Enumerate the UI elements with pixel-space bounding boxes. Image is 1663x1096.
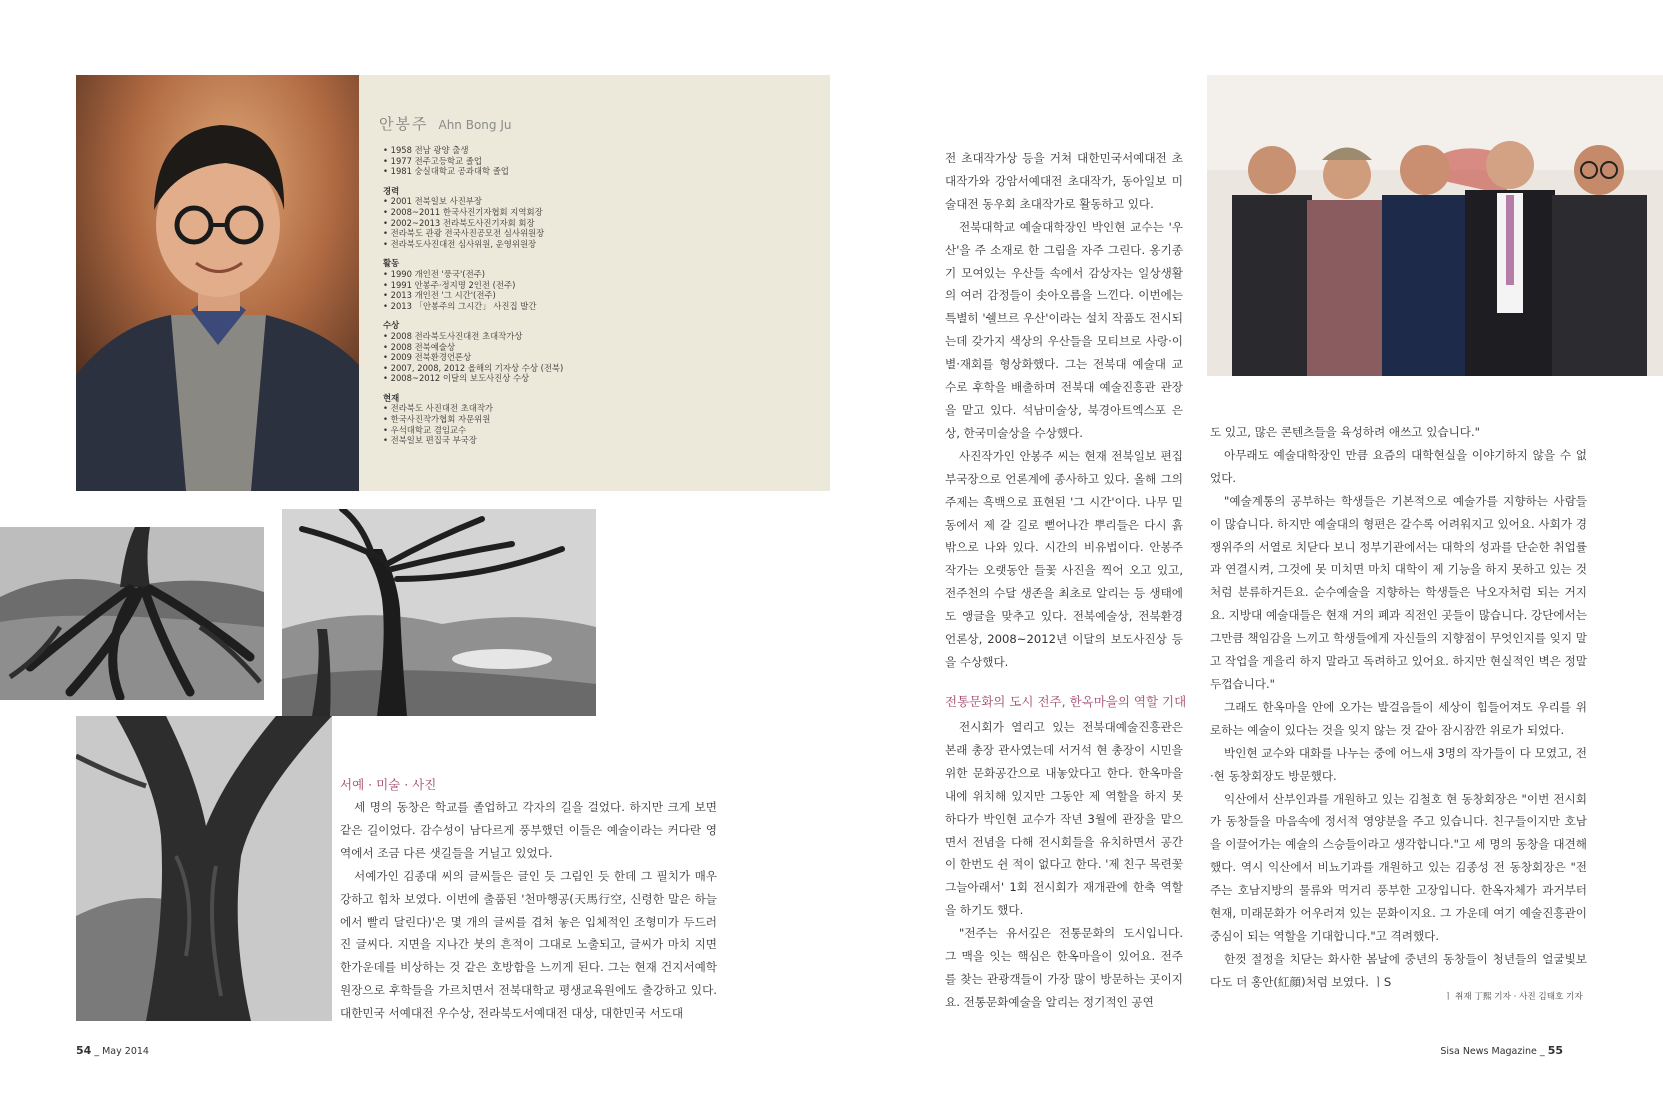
profile-item: • 2008~2012 이달의 보도사진상 수상 [383, 373, 813, 384]
page-number-right: 55 [1547, 1044, 1563, 1057]
tree-trunk-photo [76, 716, 332, 1021]
profile-item: • 2008 전북예술상 [383, 342, 813, 353]
group-photo-five-men [1207, 75, 1663, 376]
profile-item: • 전라북도 사진대전 초대작가 [383, 403, 813, 414]
article-paragraph: 한껏 절정을 치닫는 화사한 봄날에 중년의 동창들이 청년들의 얼굴빛보다도 더 홍안(紅顔)처럼 보였다. ㅣS [1210, 951, 1587, 989]
profile-intro-item: • 1981 숭실대학교 공과대학 졸업 [383, 166, 813, 177]
profile-item: • 1991 안봉주·정지명 2인전 (전주) [383, 280, 813, 291]
profile-section-title: 활동 [383, 258, 400, 269]
profile-item: • 전라북도사진대전 심사위원, 운영위원장 [383, 239, 813, 250]
article-paragraph: 그래도 한옥마을 안에 오가는 발걸음들이 세상이 힘들어져도 우리를 위로하는 예술이 있다는 것을 잊지 않는 것 같아 잠시잠깐 위로가 되었다. [1210, 699, 1587, 737]
article-paragraph: 사진작가인 안봉주 씨는 현재 전북일보 편집부국장으로 언론계에 종사하고 있다. 올해 그의 주제는 흑백으로 표현된 '그 시간'이다. 나무 밑동에서 제 갈 길로 뻗어나간 뿌리들은 다시 흙 밖으로 나와 있다. 시간의 비유법이다. 안봉주 작가는 오랫동안 들꽃 사진을 찍어 오고 있고, 전주천의 수달 생존을 최초로 알리는 등 생태에도 앵글을 맞추고 있다. 전북예술상, 전북환경 언론상, 2008~2012년 이달의 보도사진상 등을 수상했다. [945, 448, 1183, 669]
article-paragraph: 박인현 교수와 대화를 나누는 중에 어느새 3명의 작가들이 다 모였고, 전·현 동창회장도 방문했다. [1210, 745, 1587, 783]
article-column-left [340, 796, 717, 1025]
article-paragraph: 전 초대작가상 등을 거쳐 대한민국서예대전 초대작가와 강암서예대전 초대작가, 동아일보 미술대전 동우회 초대작가로 활동하고 있다. [945, 151, 1183, 211]
article-paragraph: 전시회가 열리고 있는 전북대예술진흥관은 본래 총장 관사였는데 서거석 현 총장이 시민을 위한 문화공간으로 내놓았다고 한다. 한옥마을 내에 위치해 있지만 그동안 제 역할을 하지 못하다가 박인현 교수가 작년 3월에 관장을 맡으면서 전념을 다해 전시회들을 유치하면서 공간이 한번도 쉰 적이 없다고 한다. '제 친구 목련꽃 그늘아래서' 1회 전시회가 재개관에 한축 역할을 하기도 했다. [945, 720, 1183, 918]
profile-item: • 2013 「안봉주의 그시간」 사진집 발간 [383, 301, 813, 312]
article-column-middle [945, 147, 1183, 674]
article-paragraph: 서예가인 김종대 씨의 글씨들은 글인 듯 그림인 듯 한데 그 필치가 매우 강하고 힘차 보였다. 이번에 출품된 '천마행공(天馬行空, 신령한 말은 하늘에서 빨리 달린다)'은 몇 개의 글씨를 겹쳐 놓은 입체적인 조형미가 두드러진 글씨다. 지면을 지나간 붓의 흔적이 그대로 노출되고, 글씨가 마치 지면 한가운데를 비상하는 것 같은 호방함을 느끼게 된다. 그는 현재 건지서예학원장으로 후학들을 가르치면서 전북대학교 평생교육원에도 출강하고 있다. 대한민국 서예대전 우수상, 전라북도서예대전 대상, 대한민국 서도대 [340, 868, 717, 1021]
profile-intro-item: • 1977 전주고등학교 졸업 [383, 156, 813, 167]
article-paragraph: 도 있고, 많은 콘텐츠들을 육성하려 애쓰고 있습니다." [1210, 425, 1481, 439]
profile-item: • 2002~2013 전라북도사진기자회 회장 [383, 218, 813, 229]
article-column-middle-lower [945, 716, 1183, 1014]
article-paragraph: 전북대학교 예술대학장인 박인현 교수는 '우산'을 주 소재로 한 그림을 자주 그린다. 옹기종기 모여있는 우산들 속에서 감상자는 일상생활의 여러 감정들이 솟아오름을 느낀다. 이번에는 특별히 '쉘브르 우산'이라는 설치 작품도 전시되는데 갖가지 색상의 우산들을 모티브로 사랑·이별·재회를 형상화했다. 그는 전북대 예술대 교수로 후학을 배출하며 전북대 예술진흥관 관장을 맡고 있다. 석남미술상, 북경아트엑스포 은상, 한국미술상을 수상했다. [945, 219, 1183, 440]
article-paragraph: 아무래도 예술대학장인 만큼 요즘의 대학현실을 이야기하지 않을 수 없었다. [1210, 447, 1587, 485]
profile-item: • 2007, 2008, 2012 올해의 기자상 수상 (전북) [383, 363, 813, 374]
profile-name-en: Ahn Bong Ju [438, 118, 512, 132]
portrait-photo [76, 75, 359, 491]
issue-date: _ May 2014 [94, 1046, 149, 1057]
old-tree-landscape-photo [282, 509, 596, 716]
article-paragraph: 세 명의 동창은 학교를 졸업하고 각자의 길을 걸었다. 하지만 크게 보면 같은 길이었다. 감수성이 남다르게 풍부했던 이들은 예술이라는 커다란 영역에서 조금 다른 샛길들을 거닐고 있었다. [340, 800, 717, 860]
page-number-left: 54 [76, 1044, 92, 1057]
article-paragraph: "예술계통의 공부하는 학생들은 기본적으로 예술가를 지향하는 사람들이 많습니다. 하지만 예술대의 형편은 갈수록 어려워지고 있어요. 사회가 경쟁위주의 서열로 치닫다 보니 정부기관에서는 대학의 성과를 단순한 취업률과 연결시켜, 그것에 못 미치면 마치 대학이 제 기능을 하지 못하고 있는 것처럼 분류하거든요. 순수예술을 지향하는 학생들은 낙오자처럼 되는 거지요. 지방대 예술대들은 현재 거의 폐과 직전인 곳들이 많습니다. 강단에서는 그만큼 책임감을 느끼고 학생들에게 자신들의 지향점이 무엇인지를 잊지 말고 작업을 게을리 하지 말라고 독려하고 있어요. 하지만 현실적인 벽은 정말 두껍습니다." [1210, 493, 1587, 691]
article-column-right [1210, 421, 1587, 994]
profile-item: • 전북일보 편집국 부국장 [383, 435, 813, 446]
page-folio-left [76, 1044, 149, 1057]
profile-item: • 2009 전북환경언론상 [383, 352, 813, 363]
profile-intro-item: • 1958 전남 광양 출생 [383, 145, 813, 156]
page-folio-right [1440, 1044, 1563, 1057]
profile-item: • 1990 개인전 '풍국'(전주) [383, 269, 813, 280]
article-paragraph: 익산에서 산부인과를 개원하고 있는 김철호 현 동창회장은 "이번 전시회가 동창들을 마음속에 정서적 영양분을 주고 있습니다. 친구들이지만 호남을 이끌어가는 예술의 스승들이라고 생각합니다."고 세 명의 동창을 대견해 했다. 역시 익산에서 비뇨기과를 개원하고 있는 김종성 전 동창회장은 "전주는 호남지방의 물류와 먹거리 풍부한 고장입니다. 한옥자체가 과거부터 현재, 미래문화가 어우러져 있는 문화이지요. 그 가운데 여기 예술진흥관이 중심이 되는 역할을 기대합니다."고 격려했다. [1210, 791, 1587, 943]
profile-item: • 2008~2011 한국사진기자협회 지역회장 [383, 207, 813, 218]
profile-item: • 전라북도 관광 전국사진공모전 심사위원장 [383, 228, 813, 239]
profile-career-list [383, 145, 813, 446]
magazine-name: Sisa News Magazine _ [1440, 1046, 1545, 1057]
profile-item: • 한국사진작가협회 자문위원 [383, 414, 813, 425]
article-paragraph: "전주는 유서깊은 전통문화의 도시입니다. 그 맥을 잇는 핵심은 한옥마을이 있어요. 전주를 찾는 관광객들이 가장 많이 방문하는 곳이지요. 전통문화예술을 알리는 정기적인 공연 [945, 926, 1183, 1009]
profile-section-title: 수상 [383, 320, 400, 331]
profile-item: • 2013 개인전 '그 시간'(전주) [383, 290, 813, 301]
profile-name [379, 113, 511, 134]
tree-roots-photo [0, 527, 264, 700]
profile-item: • 2008 전라북도사진대전 초대작가상 [383, 331, 813, 342]
profile-name-ko: 안봉주 [379, 115, 429, 133]
profile-item: • 2001 전북일보 사진부장 [383, 196, 813, 207]
profile-section-title: 경력 [383, 185, 400, 196]
profile-section-title: 현재 [383, 392, 400, 403]
section-subhead-calligraphy-art-photo: 서예 · 미술 · 사진 [340, 777, 437, 792]
section-subhead-jeonju: 전통문화의 도시 전주, 한옥마을의 역할 기대 [945, 694, 1187, 709]
profile-item: • 우석대학교 겸임교수 [383, 425, 813, 436]
photo-credit: ㅣ 취재 丁熙 기자 · 사진 김태호 기자 [1444, 992, 1583, 1002]
